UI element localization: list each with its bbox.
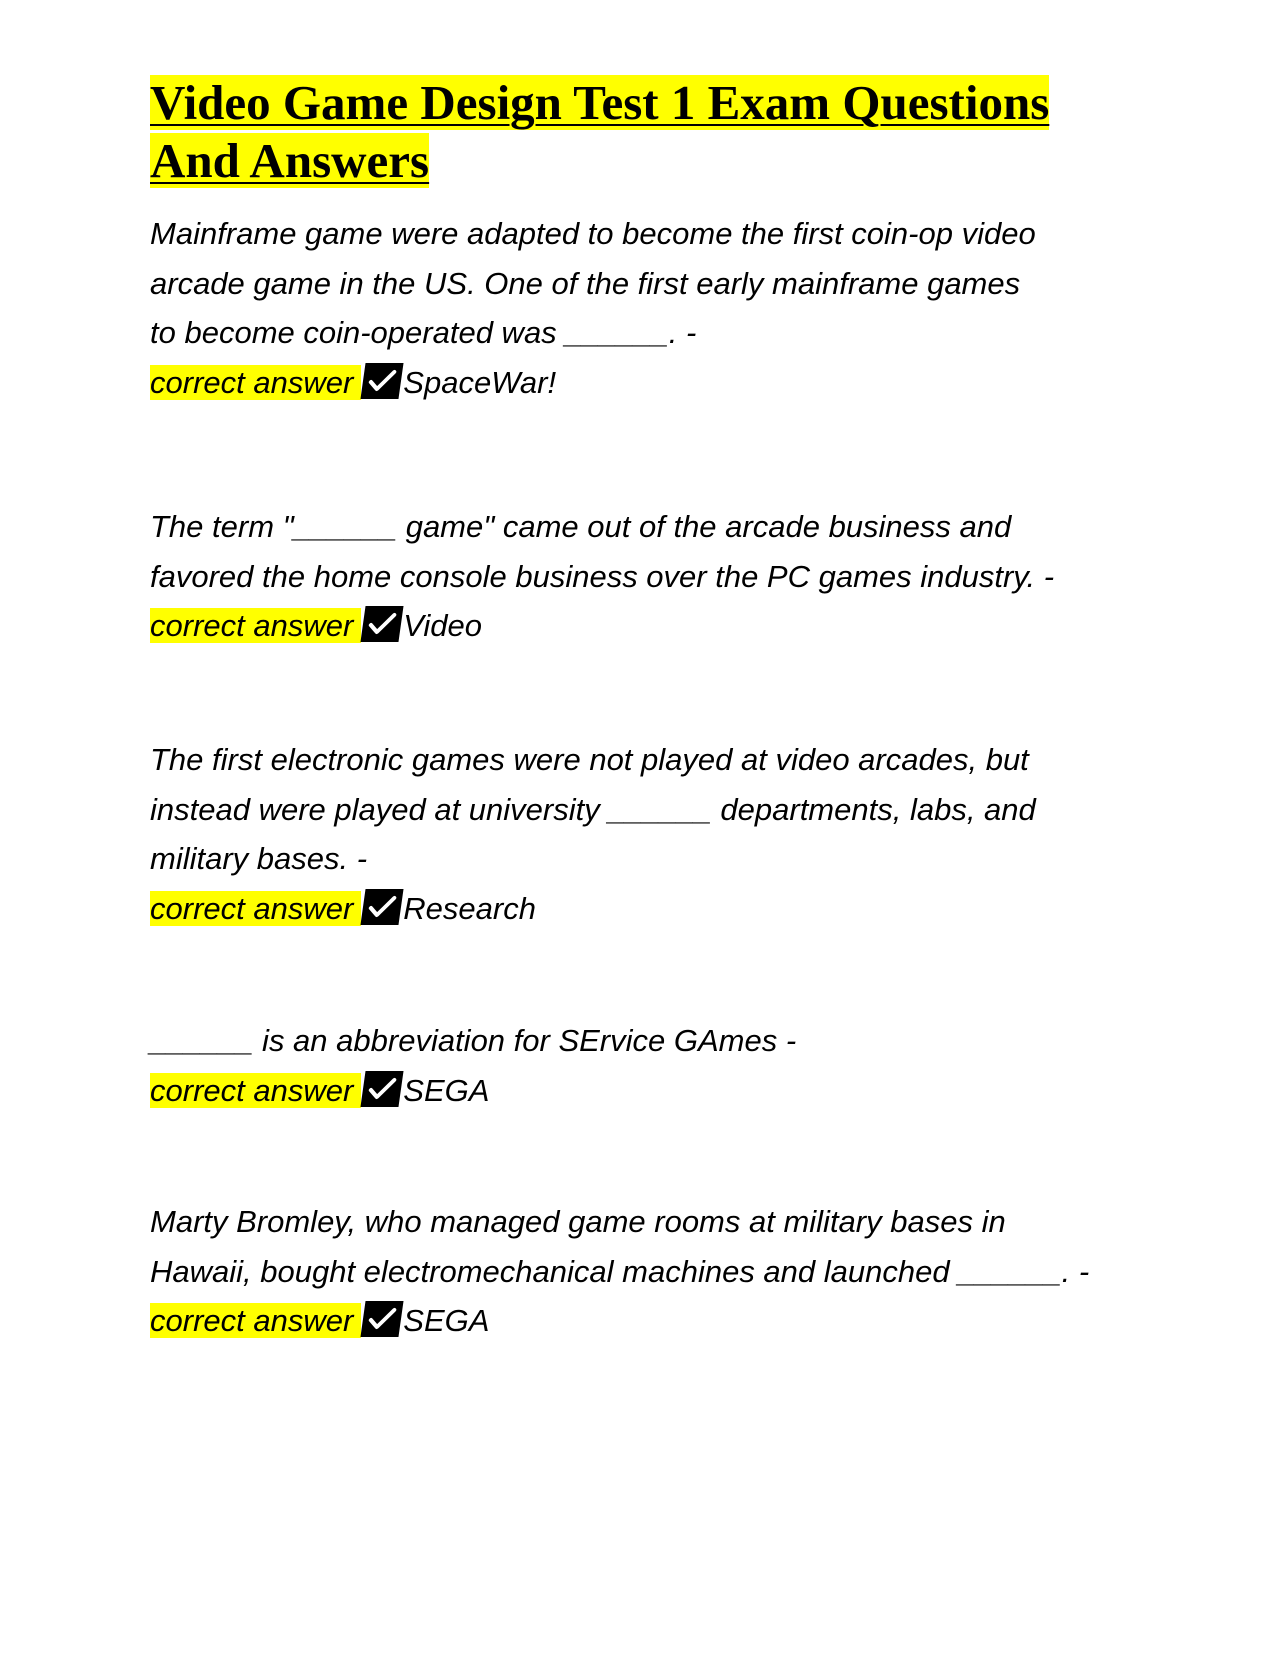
qa-item-3 (150, 735, 1130, 933)
check-icon (361, 1071, 404, 1107)
check-icon (361, 1301, 404, 1337)
answer-line (150, 1066, 1130, 1116)
answer-value: SpaceWar! (403, 364, 557, 400)
qa-item-1 (150, 209, 1130, 407)
answer-label: correct answer (150, 1303, 361, 1338)
question-text: Marty Bromley, who managed game rooms at military bases in Hawaii, bought electromechanical machines and launched ______. - (150, 1204, 1090, 1289)
answer-label: correct answer (150, 365, 361, 400)
answer-label: correct answer (150, 1073, 361, 1108)
answer-label: correct answer (150, 891, 361, 926)
document-title (150, 74, 1110, 190)
answer-value: SEGA (403, 1303, 490, 1338)
title-line-1: Video Game Design Test 1 Exam Questions (150, 75, 1050, 130)
answer-value: Video (403, 608, 483, 643)
question-text: The term "______ game" came out of the arcade business and favored the home console business over the PC games industry. - (150, 509, 1055, 594)
title-line-2: And Answers (150, 133, 430, 188)
answer-line (150, 358, 1130, 408)
check-icon (361, 889, 404, 925)
answer-label: correct answer (150, 608, 361, 643)
question-text: The first electronic games were not played at video arcades, but instead were played at university ______ departments, labs, and military bases. - (150, 742, 1036, 876)
qa-item-5 (150, 1197, 1130, 1346)
answer-line (150, 601, 1130, 651)
answer-line (150, 884, 1130, 934)
question-text: ______ is an abbreviation for SErvice GAmes - (150, 1023, 797, 1058)
answer-value: SEGA (403, 1072, 490, 1108)
qa-item-2 (150, 502, 1130, 651)
check-icon (361, 363, 404, 399)
question-text: Mainframe game were adapted to become the first coin-op video arcade game in the US. One of the first early mainframe games to become coin-operated was ______. - (150, 216, 1036, 350)
answer-line (150, 1296, 1130, 1346)
check-icon (361, 606, 404, 642)
answer-value: Research (403, 890, 536, 926)
qa-item-4 (150, 1016, 1130, 1115)
